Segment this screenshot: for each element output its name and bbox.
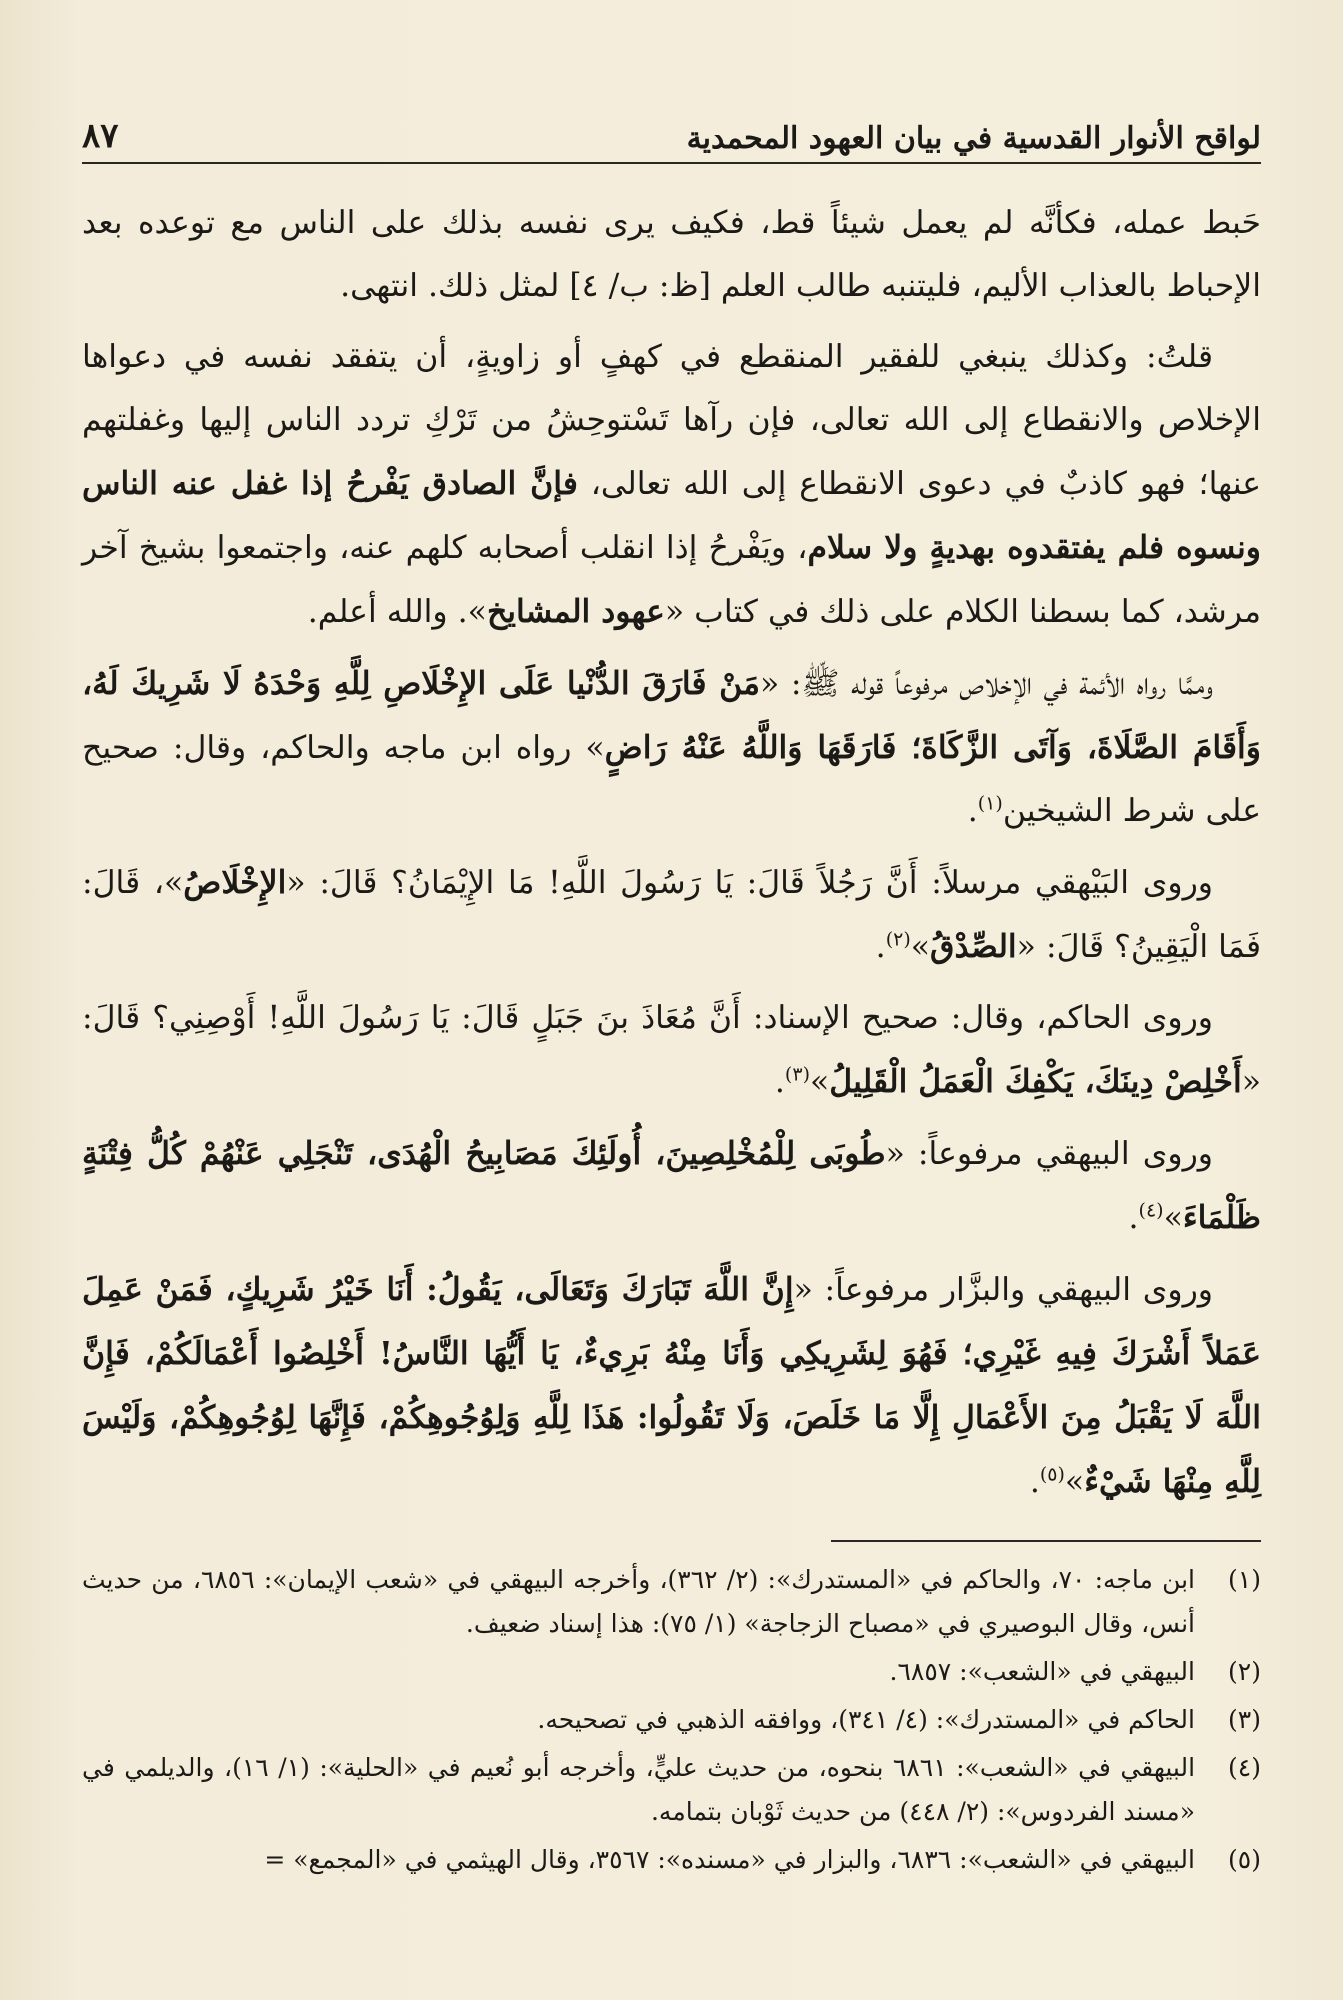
paragraph-7 xyxy=(82,1258,1261,1514)
text-run: . xyxy=(875,929,886,965)
text-run: . xyxy=(1029,1464,1040,1500)
footnote-number: (١) xyxy=(1228,1565,1261,1594)
paragraph-3 xyxy=(82,652,1261,843)
footnote-number: (٤) xyxy=(1228,1753,1261,1782)
footnote-ref-5[interactable]: (٥) xyxy=(1039,1463,1065,1486)
bold-text-run: فإنَّ الصادق يَفْرحُ إذا غفل عنه الناس ونسوه فلم يفتقدوه بهديةٍ ولا سلام xyxy=(82,465,1261,566)
footnotes xyxy=(82,1558,1261,1886)
footnote-4 xyxy=(82,1746,1261,1834)
footnote-1 xyxy=(82,1558,1261,1646)
main-text xyxy=(82,192,1261,1522)
footnote-text: البيهقي في «الشعب»: ٦٨٦١ بنحوه، من حديث عليٍّ، وأخرجه أبو نُعيم في «الحلية»: (١/ ١٦)، والديلمي في «مسند الفردوس»: (٢/ ٤٤٨) من حديث ثَوْبان بتمامه. xyxy=(82,1753,1196,1826)
footnote-divider xyxy=(831,1540,1261,1542)
text-run: وروى الحاكم، وقال: صحيح الإسناد: أَنَّ مُعَاذَ بنَ جَبَلٍ قَالَ: يَا رَسُولَ اللَّهِ! أَوْصِنِي؟ قَالَ: « xyxy=(82,1000,1261,1100)
footnote-ref-2[interactable]: (٢) xyxy=(885,928,911,951)
text-run: . xyxy=(774,1064,785,1100)
hadith-text: الصِّدْقُ xyxy=(930,928,1017,965)
paragraph-6 xyxy=(82,1122,1261,1250)
text-run: » xyxy=(910,929,931,965)
text-run: » xyxy=(809,1064,830,1100)
footnote-text: البيهقي في «الشعب»: ٦٨٣٦، والبزار في «مسنده»: ٣٥٦٧، وقال الهيثمي في «المجمع» = xyxy=(264,1845,1195,1874)
footnote-ref-3[interactable]: (٣) xyxy=(784,1063,810,1086)
footnote-number: (٢) xyxy=(1228,1657,1261,1686)
paragraph-2 xyxy=(82,326,1261,644)
paragraph-1 xyxy=(82,192,1261,318)
text-run: وممَّا رواه الأئمة في الإخلاص مرفوعاً قوله ﷺ: « xyxy=(759,666,1213,702)
footnote-2 xyxy=(82,1650,1261,1694)
footnote-number: (٥) xyxy=(1228,1845,1261,1874)
text-run: » رواه ابن ماجه والحاكم، وقال: صحيح على شرط الشيخين xyxy=(82,730,1261,829)
paragraph-5 xyxy=(82,987,1261,1114)
text-run: . xyxy=(1128,1200,1139,1236)
footnote-number: (٣) xyxy=(1228,1705,1261,1734)
footnote-ref-4[interactable]: (٤) xyxy=(1138,1199,1164,1222)
text-run: حَبط عمله، فكأنَّه لم يعمل شيئاً قط، فكيف يرى نفسه بذلك على الناس مع توعده بعد الإحباط بالعذاب الأليم، فليتنبه طالب العلم [ظ: ب/ ٤] لمثل ذلك. انتهى. xyxy=(82,205,1261,304)
footnote-3 xyxy=(82,1698,1261,1742)
footnote-text: الحاكم في «المستدرك»: (٤/ ٣٤١)، ووافقه الذهبي في تصحيحه. xyxy=(537,1705,1195,1734)
text-run: ». والله أعلم. xyxy=(307,594,487,630)
text-run: » xyxy=(1064,1464,1085,1500)
page-header xyxy=(82,96,1261,164)
hadith-text: طُوبَى لِلْمُخْلِصِينَ، أُولَئِكَ مَصَابِيحُ الْهُدَى، تَنْجَلِي عَنْهُمْ كُلُّ فِتْنَةٍ ظَلْمَاءَ xyxy=(82,1135,1261,1236)
paragraph-4 xyxy=(82,851,1261,979)
footnote-ref-1[interactable]: (١) xyxy=(977,792,1003,815)
hadith-text: مَنْ فَارَقَ الدُّنْيا عَلَى الإِخْلَاصِ لِلَّهِ وَحْدَهُ لَا شَرِيكَ لَهُ، وَأَقَامَ الصَّلَاةَ، وَآتَى الزَّكَاةَ؛ فَارَقَهَا وَاللَّهُ عَنْهُ رَاضٍ xyxy=(82,665,1261,766)
text-run: وروى البيهقي والبزَّار مرفوعاً: « xyxy=(793,1272,1213,1308)
footnote-5 xyxy=(82,1838,1261,1882)
page-number: ٨٧ xyxy=(82,116,119,156)
text-run: وروى البَيْهقي مرسلاً: أَنَّ رَجُلاً قَالَ: يَا رَسُولَ اللَّهِ! مَا الإِيْمَانُ؟ قَالَ: « xyxy=(286,865,1213,901)
hadith-text: إِنَّ اللَّهَ تَبَارَكَ وَتَعَالَى، يَقُولُ: أَنَا خَيْرُ شَرِيكٍ، فَمَنْ عَمِلَ عَمَلاً أَشْرَكَ فِيهِ غَيْرِي؛ فَهُوَ لِشَرِيكِي وَأَنَا مِنْهُ بَرِيءٌ، يَا أَيُّهَا النَّاسُ! أَخْلِصُوا أَعْمَالَكُمْ، فَإِنَّ اللَّهَ لَا يَقْبَلُ مِنَ الأَعْمَالِ إِلَّا مَا خَلَصَ، وَلَا تَقُولُوا: هَذَا لِلَّهِ وَلِوُجُوهِكُمْ، فَإِنَّهَا لِوُجُوهِكُمْ، وَلَيْسَ لِلَّهِ مِنْهَا شَيْءٌ xyxy=(82,1271,1261,1500)
footnote-text: ابن ماجه: ٧٠، والحاكم في «المستدرك»: (٢/ ٣٦٢)، وأخرجه البيهقي في «شعب الإيمان»: ٦٨٥٦، من حديث أنس، وقال البوصيري في «مصباح الزجاجة» (١/ ٧٥): هذا إسناد ضعيف. xyxy=(82,1565,1196,1638)
hadith-text: أَخْلِصْ دِينَكَ، يَكْفِكَ الْعَمَلُ الْقَلِيلُ xyxy=(829,1063,1242,1100)
text-run: قلتُ: وكذلك ينبغي للفقير المنقطع في كهفٍ أو زاويةٍ، أن يتفقد نفسه في دعواها الإخلاص والانقطاع إلى الله تعالى، فإن رآها تَسْتوحِشُ من تَرْكِ تردد الناس إليها وغفلتهم عنها؛ فهو كاذبٌ في دعوى الانقطاع إلى الله تعالى، xyxy=(82,339,1261,502)
running-title: لواقح الأنوار القدسية في بيان العهود المحمدية xyxy=(686,121,1261,156)
footnote-text: البيهقي في «الشعب»: ٦٨٥٧. xyxy=(889,1657,1195,1686)
book-title: عهود المشايخ xyxy=(486,593,665,630)
text-run: وروى البيهقي مرفوعاً: « xyxy=(885,1136,1213,1172)
text-run: . xyxy=(967,793,978,829)
text-run: »، قَالَ: فَمَا الْيَقِينُ؟ قَالَ: « xyxy=(82,865,1261,965)
text-run: » xyxy=(1163,1200,1183,1236)
text-run: ، ويَفْرحُ إذا انقلب أصحابه كلهم عنه، واجتمعوا بشيخ آخر مرشد، كما بسطنا الكلام على ذلك في كتاب « xyxy=(82,530,1261,630)
hadith-text: الإِخْلَاصُ xyxy=(183,864,287,901)
